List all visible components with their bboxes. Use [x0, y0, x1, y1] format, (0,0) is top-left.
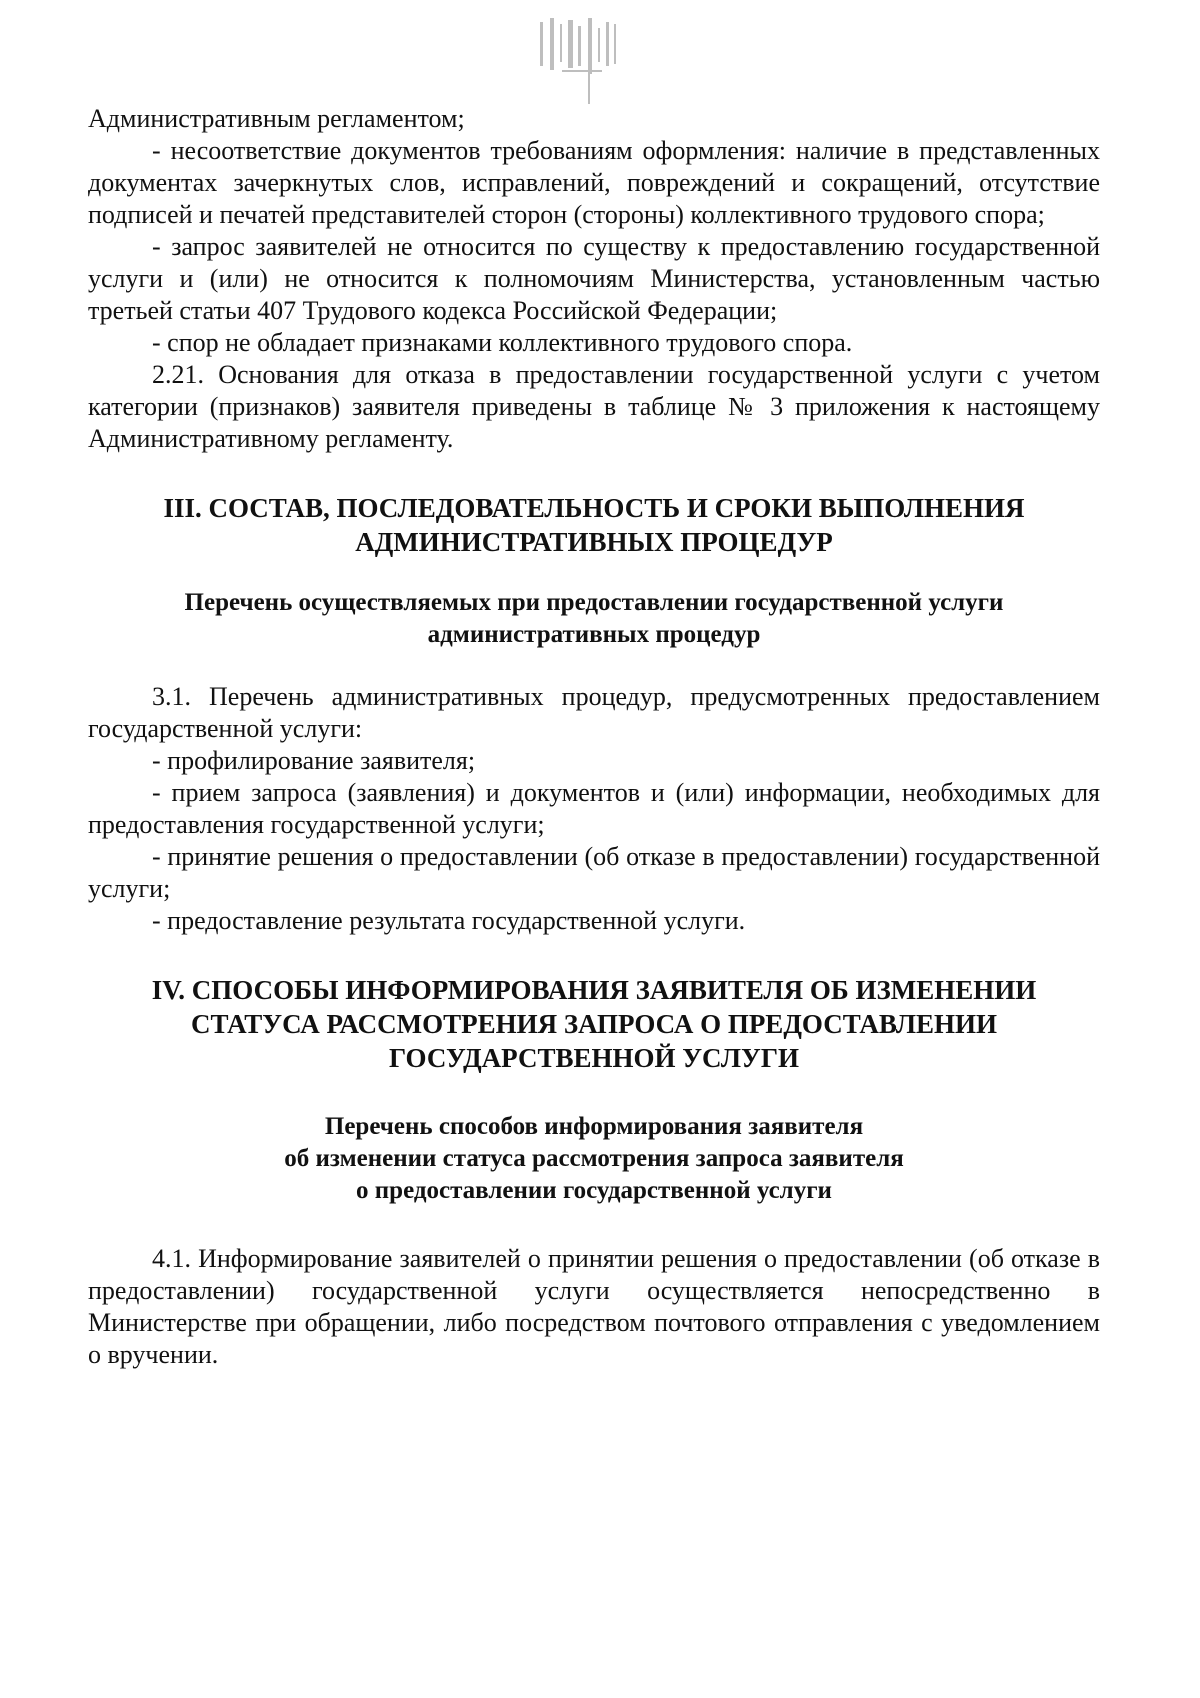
section-3-subtitle	[88, 587, 1100, 651]
section-4-title	[88, 973, 1100, 1075]
section-3-subtitle-line-2: административных процедур	[427, 621, 761, 648]
section-3-title	[88, 491, 1100, 559]
section-3-subtitle-line-1: Перечень осуществляемых при предоставлении государственной услуги	[184, 589, 1004, 616]
section-3-title-line-1: III. СОСТАВ, ПОСЛЕДОВАТЕЛЬНОСТЬ И СРОКИ ВЫПОЛНЕНИЯ	[163, 493, 1025, 523]
scan-stamp-mark	[532, 18, 627, 106]
list-item-decision: - принятие решения о предоставлении (об отказе в предоставлении) государственной услуги;	[88, 842, 1100, 903]
paragraph-dispute-not-collective: - спор не обладает признаками коллективного трудового спора.	[152, 328, 853, 357]
section-4-title-line-1: IV. СПОСОБЫ ИНФОРМИРОВАНИЯ ЗАЯВИТЕЛЯ ОБ ИЗМЕНЕНИИ	[151, 975, 1037, 1005]
paragraph-3-1: 3.1. Перечень административных процедур, предусмотренных предоставлением государственной услуги:	[88, 682, 1100, 743]
document-body	[88, 103, 1100, 1371]
section-4-title-line-2: СТАТУСА РАССМОТРЕНИЯ ЗАПРОСА О ПРЕДОСТАВЛЕНИИ	[190, 1009, 998, 1039]
section-4-subtitle	[88, 1111, 1100, 1207]
paragraph-regulation-end: Административным регламентом;	[88, 104, 465, 133]
list-item-profiling: - профилирование заявителя;	[152, 746, 476, 775]
section-4-title-line-3: ГОСУДАРСТВЕННОЙ УСЛУГИ	[389, 1043, 799, 1073]
section-4-subtitle-line-2: об изменении статуса рассмотрения запроса заявителя	[284, 1145, 904, 1172]
paragraph-document-nonconformity: - несоответствие документов требованиям оформления: наличие в представленных документах зачеркнутых слов, исправлений, повреждений и сокращений, отсутствие подписей и печатей представителей сторон (стороны) коллективного трудового спора;	[88, 136, 1100, 229]
list-item-request-intake: - прием запроса (заявления) и документов и (или) информации, необходимых для предоставления государственной услуги;	[88, 778, 1100, 839]
section-3-title-line-2: АДМИНИСТРАТИВНЫХ ПРОЦЕДУР	[355, 527, 833, 557]
section-4-subtitle-line-3: о предоставлении государственной услуги	[356, 1177, 832, 1204]
section-4-subtitle-line-1: Перечень способов информирования заявителя	[324, 1113, 864, 1140]
paragraph-2-21: 2.21. Основания для отказа в предоставлении государственной услуги с учетом категории (признаков) заявителя приведены в таблице № 3 приложения к настоящему Административному регламенту.	[88, 360, 1100, 453]
list-item-result: - предоставление результата государственной услуги.	[152, 906, 746, 935]
paragraph-request-not-relevant: - запрос заявителей не относится по существу к предоставлению государственной услуги и (или) не относится к полномочиям Министерства, установленным частью третьей статьи 407 Трудового кодекса Российской Федерации;	[88, 232, 1100, 325]
paragraph-4-1: 4.1. Информирование заявителей о принятии решения о предоставлении (об отказе в предоставлении) государственной услуги осуществляется непосредственно в Министерстве при обращении, либо посредством почтового отправления с уведомлением о вручении.	[88, 1244, 1100, 1369]
